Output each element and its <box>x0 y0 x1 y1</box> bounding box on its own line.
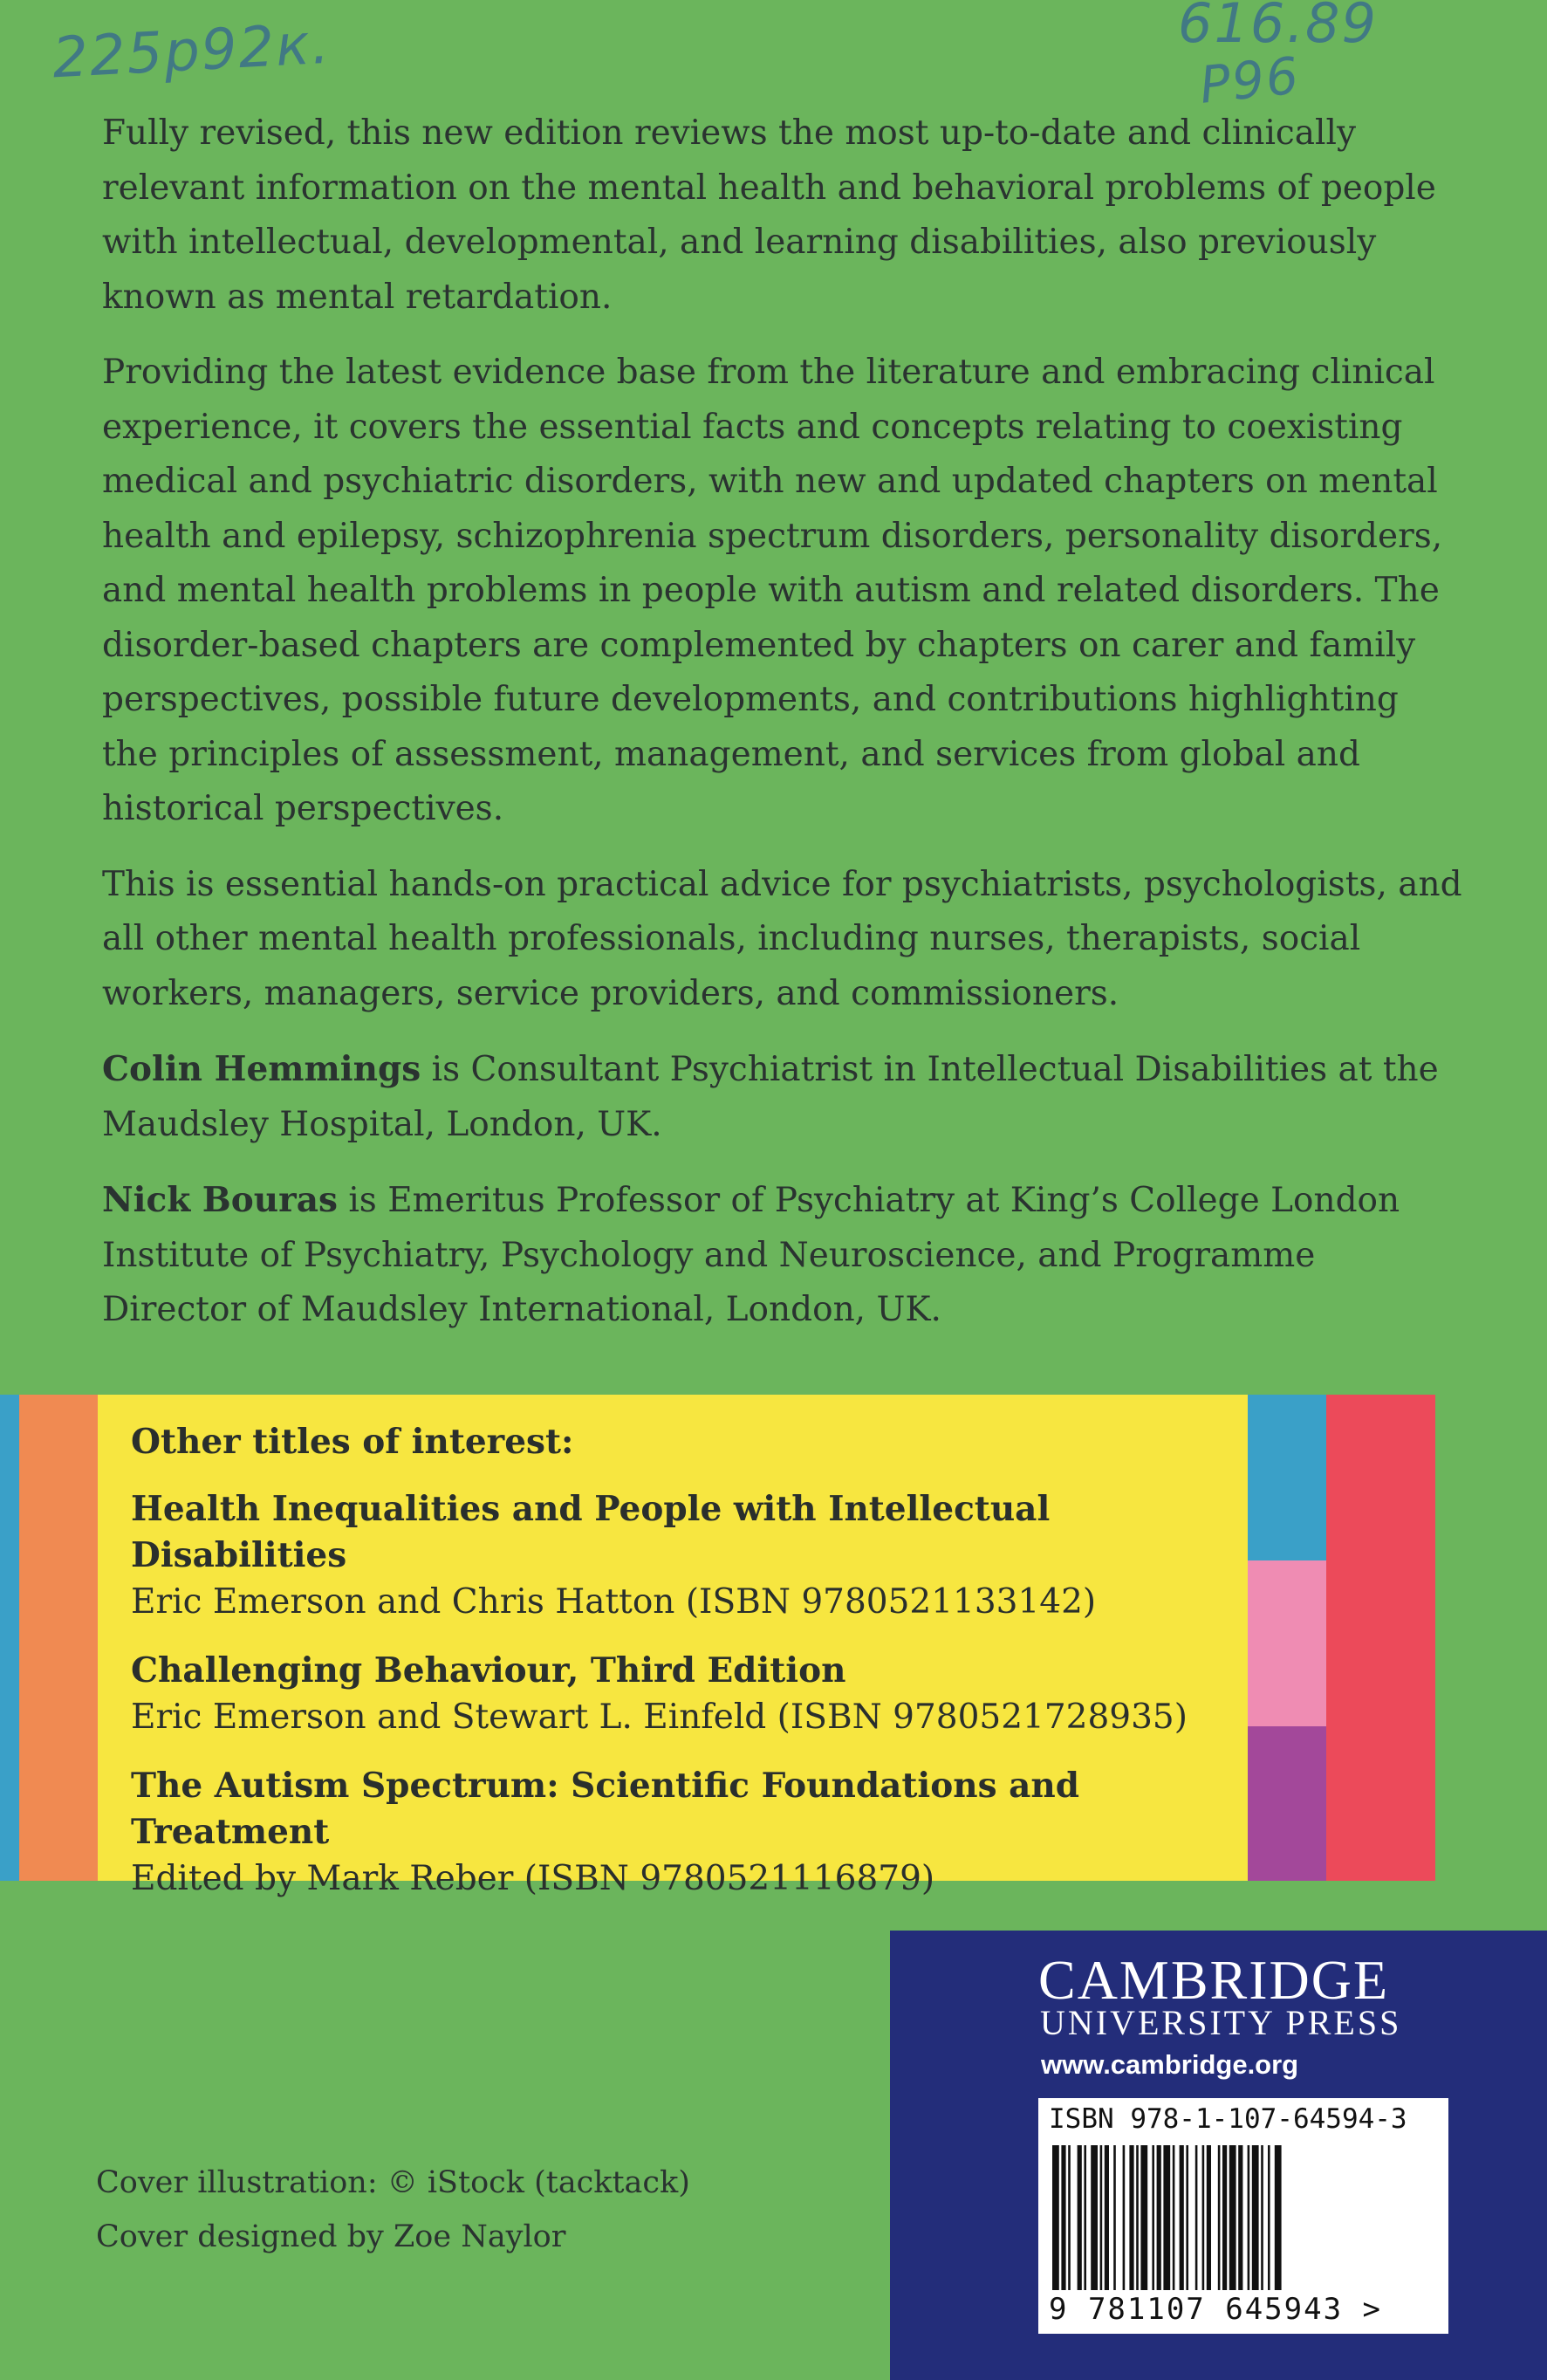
publisher-block <box>890 1931 1547 2380</box>
related-title: Challenging Behaviour, Third Edition <box>131 1650 846 1691</box>
list-item <box>131 1486 1230 1625</box>
publisher-website: www.cambridge.org <box>1041 2049 1299 2080</box>
related-credit: Eric Emerson and Stewart L. Einfeld (ISBN 9780521728935) <box>131 1698 1188 1737</box>
related-title: The Autism Spectrum: Scientific Foundations and Treatment <box>131 1766 1080 1852</box>
other-titles-band <box>0 1395 1435 1898</box>
isbn-text: ISBN 978-1-107-64594-3 <box>1049 2103 1407 2135</box>
publisher-press: UNIVERSITY PRESS <box>1040 2003 1402 2042</box>
book-description <box>102 106 1463 1359</box>
stripe-color-column <box>1248 1395 1326 1881</box>
other-titles-list <box>131 1419 1230 1924</box>
barcode-digits: 9 781107 645943 > <box>1049 2292 1382 2327</box>
list-item <box>131 1648 1230 1740</box>
other-titles-header: Other titles of interest: <box>131 1422 574 1462</box>
list-item <box>131 1763 1230 1902</box>
related-credit: Eric Emerson and Chris Hatton (ISBN 9780521133142) <box>131 1582 1097 1622</box>
description-paragraph-1: Fully revised, this new edition reviews the most up-to-date and clinically relevant information on the mental health and behavioral problems of people with intellectual, developmental, and learning disabilities, also previously known as mental retardation. <box>102 113 1436 317</box>
cover-credits <box>96 2156 690 2264</box>
design-credit: Cover designed by Zoe Naylor <box>96 2219 566 2254</box>
illustration-credit: Cover illustration: © iStock (tacktack) <box>96 2165 690 2200</box>
handwritten-classification: 616.89 <box>1178 0 1378 55</box>
stripe-purple-block <box>1248 1726 1326 1881</box>
author-name-2: Nick Bouras <box>102 1180 338 1220</box>
stripe-blue <box>0 1395 19 1881</box>
author-bio-text-2: is Emeritus Professor of Psychiatry at King’s College London Institute of Psychiatry, Psychology and Neuroscience, and Programme Director of Maudsley International, London, UK. <box>102 1181 1400 1329</box>
author-bio-text-1: is Consultant Psychiatrist in Intellectual Disabilities at the Maudsley Hospital, London, UK. <box>102 1050 1439 1144</box>
author-bio-2 <box>102 1173 1463 1338</box>
author-bio-1 <box>102 1042 1463 1152</box>
stripe-blue-block <box>1248 1395 1326 1560</box>
stripe-red <box>1326 1395 1435 1881</box>
stripe-pink-block <box>1248 1560 1326 1726</box>
barcode-icon <box>1049 2145 1438 2290</box>
related-credit: Edited by Mark Reber (ISBN 9780521116879) <box>131 1859 935 1898</box>
related-title: Health Inequalities and People with Intellectual Disabilities <box>131 1489 1051 1575</box>
handwritten-author-mark: Р96 <box>1196 45 1304 115</box>
publisher-name: CAMBRIDGE <box>1038 1949 1390 2011</box>
stripe-orange <box>19 1395 98 1881</box>
description-paragraph-3: This is essential hands-on practical advice for psychiatrists, psychologists, and all other mental health professionals, including nurses, therapists, social workers, managers, service providers, and commissioners. <box>102 864 1462 1013</box>
barcode-label <box>1038 2098 1448 2334</box>
author-name-1: Colin Hemmings <box>102 1049 421 1089</box>
description-paragraph-2: Providing the latest evidence base from the literature and embracing clinical experience, it covers the essential facts and concepts relating to coexisting medical and psychiatric disorders, with new and updated chapters on mental health and epilepsy, schizophrenia spectrum disorders, personality disorders, and mental health problems in people with autism and related disorders. The disorder-based chapters are complemented by chapters on carer and family perspectives, possible future developments, and contributions highlighting the principles of assessment, management, and services from global and historical perspectives. <box>102 353 1443 828</box>
handwritten-call-number: 225p92к. <box>51 11 332 92</box>
